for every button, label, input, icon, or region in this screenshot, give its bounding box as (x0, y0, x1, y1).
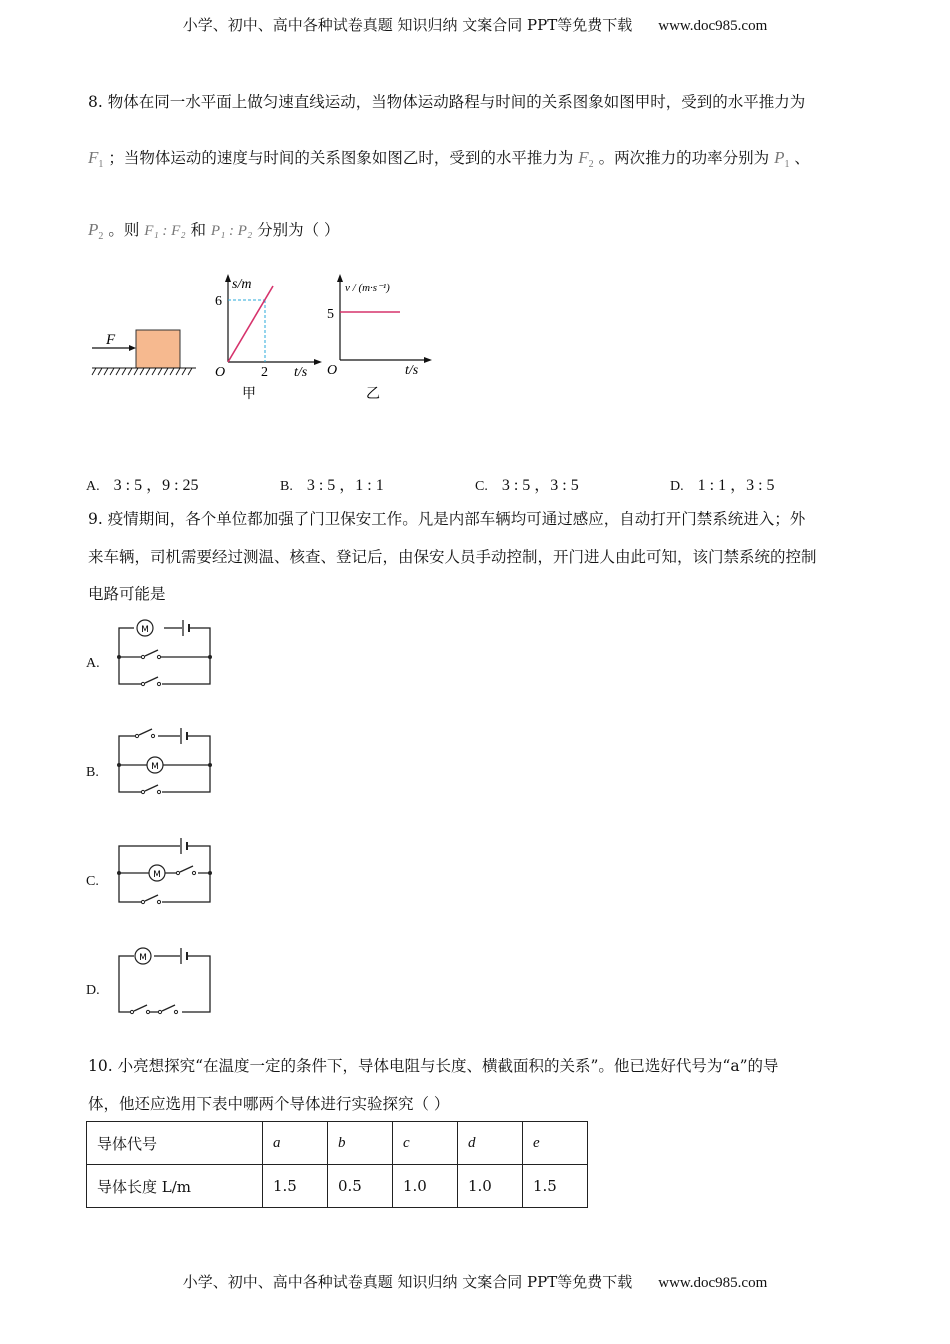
table-cell: c (393, 1122, 458, 1165)
table-cell: 0.5 (328, 1165, 393, 1208)
symbol-F2: $F_2$ (578, 148, 594, 170)
jia-ylabel: s/m (232, 277, 252, 292)
table-cell: e (523, 1122, 588, 1165)
table-cell: a (263, 1122, 328, 1165)
yi-origin: O (327, 363, 338, 378)
motor-label: M (151, 762, 159, 772)
table-cell: 导体代号 (87, 1122, 263, 1165)
table-cell: 1.0 (458, 1165, 523, 1208)
yi-y-tick: 5 (327, 307, 334, 322)
q10-line1: 10. 小亮想探究“在温度一定的条件下，导体电阻与长度、横截面积的关系”。他已选好代号为“a”的导 (88, 1057, 779, 1075)
symbol-P2: $P_2$ (88, 220, 104, 242)
q8-option-d[interactable] (670, 472, 775, 495)
footer-url[interactable]: www.doc985.com (658, 1275, 768, 1291)
jia-caption: 甲 (242, 386, 256, 402)
ground-hatch (92, 368, 192, 375)
page-footer (0, 1271, 950, 1292)
q8-line2-text-b: 。两次推力的功率分别为 (598, 149, 770, 167)
graph-jia (210, 272, 325, 404)
circuit-d-label[interactable]: D. (86, 983, 100, 998)
q8-option-a[interactable] (86, 472, 199, 495)
option-b-value: 3 : 5 ，1 : 1 (306, 477, 384, 494)
circuit-c[interactable] (112, 832, 218, 908)
q8-line3-text-b: 和 (190, 221, 206, 239)
yi-ylabel: v / (m·s⁻¹) (345, 282, 390, 294)
circuit-a-label[interactable]: A. (86, 656, 100, 671)
circuit-b[interactable] (112, 722, 218, 798)
yi-caption: 乙 (366, 386, 380, 402)
jia-x-tick: 2 (261, 365, 268, 380)
table-cell: 1.5 (263, 1165, 328, 1208)
switch-icon (145, 650, 158, 656)
jia-origin: O (215, 365, 226, 380)
option-b-label: B. (280, 479, 293, 494)
q8-line2 (88, 146, 810, 170)
force-label: F (106, 332, 116, 348)
table-cell: 导体长度 L/m (87, 1165, 263, 1208)
option-a-label: A. (86, 479, 100, 494)
yi-xlabel: t/s (405, 363, 419, 378)
graph-yi (325, 272, 440, 404)
conductor-table (86, 1121, 588, 1208)
option-d-label: D. (670, 479, 684, 494)
circuit-a[interactable] (112, 616, 218, 690)
q10-line2: 体，他还应选用下表中哪两个导体进行实验探究（ ） (88, 1095, 450, 1113)
q8-line2-text-c: 、 (794, 149, 810, 167)
option-a-value: 3 : 5 ，9 : 25 (113, 477, 199, 494)
table-row (87, 1165, 588, 1208)
footer-title: 小学、初中、高中各种试卷真题 知识归纳 文案合同 PPT等免费下载 (182, 1273, 633, 1291)
table-cell: b (328, 1122, 393, 1165)
header-title: 小学、初中、高中各种试卷真题 知识归纳 文案合同 PPT等免费下载 (182, 16, 633, 34)
ratio-F: F₁ : F₂ (144, 223, 186, 239)
q8-line3-text-a: 。则 (108, 221, 140, 239)
jia-y-tick: 6 (215, 294, 222, 309)
table-cell: d (458, 1122, 523, 1165)
q8-line1: 8. 物体在同一水平面上做匀速直线运动，当物体运动路程与时间的关系图象如图甲时，受到的水平推力为 (88, 93, 806, 111)
circuit-c-label[interactable]: C. (86, 874, 99, 889)
circuit-b-label[interactable]: B. (86, 765, 99, 780)
header-url[interactable]: www.doc985.com (658, 18, 768, 34)
q8-line3 (88, 218, 340, 242)
motor-label: M (153, 870, 161, 880)
table-cell: 1.5 (523, 1165, 588, 1208)
q8-option-b[interactable] (280, 472, 384, 495)
block-force-figure (88, 320, 208, 382)
q8-line2-text-a: ；当物体运动的速度与时间的关系图象如图乙时，受到的水平推力为 (108, 149, 574, 167)
option-d-value: 1 : 1 ，3 : 5 (697, 477, 775, 494)
q9-line1: 9. 疫情期间，各个单位都加强了门卫保安工作。凡是内部车辆均可通过感应，自动打开门禁系统进入；外 (88, 510, 806, 528)
jia-xlabel: t/s (294, 365, 308, 380)
option-c-value: 3 : 5 ，3 : 5 (501, 477, 579, 494)
motor-label: M (141, 625, 149, 635)
circuit-d[interactable] (112, 944, 218, 1018)
motor-label: M (139, 953, 147, 963)
symbol-F1: $F_1$ (88, 148, 104, 170)
q9-line3: 电路可能是 (88, 585, 166, 603)
q8-option-c[interactable] (475, 472, 579, 495)
symbol-P1: $P_1$ (774, 148, 790, 170)
q9-line2: 来车辆，司机需要经过测温、核查、登记后，由保安人员手动控制，开门进人由此可知，该门禁系统的控制 (88, 548, 817, 566)
ratio-P: P₁ : P₂ (210, 223, 253, 239)
option-c-label: C. (475, 479, 488, 494)
table-header-row (87, 1122, 588, 1165)
page-header (0, 14, 950, 35)
table-cell: 1.0 (393, 1165, 458, 1208)
q8-line3-text-c: 分别为（ ） (257, 221, 340, 239)
